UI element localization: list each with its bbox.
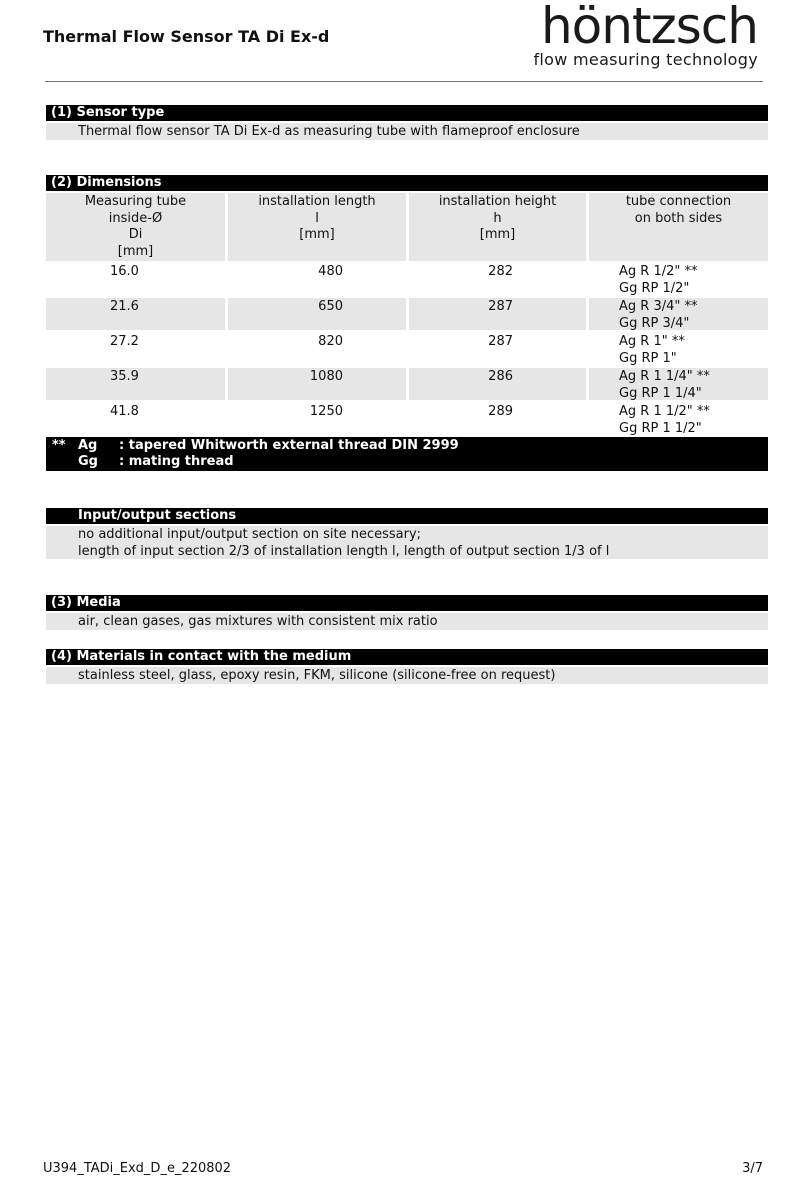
table-cell-height: 287 bbox=[488, 334, 513, 349]
thread-legend bbox=[46, 437, 768, 471]
logo-wordmark: höntzsch bbox=[540, 0, 758, 55]
company-logo bbox=[534, 0, 759, 69]
header-line: l bbox=[315, 210, 319, 226]
table-cell-length: 820 bbox=[318, 334, 343, 349]
document-id: U394_TADi_Exd_D_e_220802 bbox=[43, 1161, 232, 1176]
table-cell-connection bbox=[619, 369, 710, 402]
legend-text-ag: : tapered Whitworth external thread DIN 2999 bbox=[119, 438, 459, 453]
legend-key-gg: Gg bbox=[78, 454, 98, 469]
column-header-height bbox=[409, 193, 586, 261]
table-cell-length: 1080 bbox=[309, 369, 343, 384]
table-cell-height: 287 bbox=[488, 299, 513, 314]
header-line: [mm] bbox=[117, 243, 154, 259]
table-cell-length: 1250 bbox=[309, 404, 343, 419]
header-line: on both sides bbox=[634, 210, 723, 226]
table-cell-connection bbox=[619, 404, 710, 437]
header-line: tube connection bbox=[625, 194, 732, 209]
section-heading-sensor-type: (1) Sensor type bbox=[46, 105, 768, 121]
legend-marker: ** bbox=[52, 438, 66, 453]
column-header-diameter bbox=[46, 193, 225, 261]
header-line: installation height bbox=[438, 194, 557, 209]
materials-text: stainless steel, glass, epoxy resin, FKM, silicone (silicone-free on request) bbox=[46, 667, 768, 684]
connection-gg: Gg RP 3/4" bbox=[619, 315, 690, 331]
header-divider bbox=[45, 81, 763, 82]
connection-ag: Ag R 1 1/4" ** bbox=[619, 369, 710, 384]
table-cell-diameter: 35.9 bbox=[110, 369, 139, 384]
table-cell-connection bbox=[619, 299, 697, 332]
column-header-connection bbox=[589, 193, 768, 261]
connection-ag: Ag R 3/4" ** bbox=[619, 299, 698, 314]
legend-text-gg: : mating thread bbox=[119, 454, 234, 469]
page-number: 3/7 bbox=[742, 1161, 763, 1176]
connection-ag: Ag R 1/2" ** bbox=[619, 264, 698, 279]
connection-ag: Ag R 1 1/2" ** bbox=[619, 404, 710, 419]
header-line: Di bbox=[128, 227, 143, 242]
section-heading-dimensions: (2) Dimensions bbox=[46, 175, 768, 191]
header-line: [mm] bbox=[479, 227, 516, 242]
header-line: [mm] bbox=[299, 227, 335, 242]
table-cell-diameter: 21.6 bbox=[110, 299, 139, 314]
io-line-2: length of input section 2/3 of installation length l, length of output section 1/3 of l bbox=[78, 544, 610, 559]
table-cell-height: 286 bbox=[488, 369, 513, 384]
io-line-1: no additional input/output section on site necessary; bbox=[78, 527, 422, 542]
page-title: Thermal Flow Sensor TA Di Ex-d bbox=[43, 27, 330, 46]
table-cell-connection bbox=[619, 264, 697, 297]
table-cell-diameter: 16.0 bbox=[110, 264, 139, 279]
connection-gg: Gg RP 1" bbox=[619, 350, 677, 366]
table-cell-length: 480 bbox=[318, 264, 343, 279]
table-cell-height: 282 bbox=[488, 264, 513, 279]
legend-key-ag: Ag bbox=[78, 438, 98, 453]
io-sections-text bbox=[46, 526, 768, 559]
table-cell-connection bbox=[619, 334, 685, 367]
logo-tagline: flow measuring technology bbox=[533, 50, 758, 69]
table-cell-diameter: 41.8 bbox=[110, 404, 139, 419]
sensor-type-text: Thermal flow sensor TA Di Ex-d as measuring tube with flameproof enclosure bbox=[46, 123, 768, 140]
connection-gg: Gg RP 1 1/2" bbox=[619, 420, 702, 436]
connection-gg: Gg RP 1/2" bbox=[619, 280, 690, 296]
header-line: installation length bbox=[258, 194, 376, 209]
column-header-length bbox=[228, 193, 406, 261]
section-heading-media: (3) Media bbox=[46, 595, 768, 611]
header-line: inside-Ø bbox=[108, 210, 163, 226]
section-heading-materials: (4) Materials in contact with the medium bbox=[46, 649, 768, 665]
table-cell-diameter: 27.2 bbox=[110, 334, 139, 349]
table-cell-height: 289 bbox=[488, 404, 513, 419]
connection-ag: Ag R 1" ** bbox=[619, 334, 685, 349]
media-text: air, clean gases, gas mixtures with consistent mix ratio bbox=[46, 613, 768, 630]
header-line: Measuring tube bbox=[84, 194, 187, 209]
section-heading-io: Input/output sections bbox=[46, 508, 768, 524]
table-cell-length: 650 bbox=[318, 299, 343, 314]
header-line: h bbox=[493, 210, 502, 226]
connection-gg: Gg RP 1 1/4" bbox=[619, 385, 702, 401]
